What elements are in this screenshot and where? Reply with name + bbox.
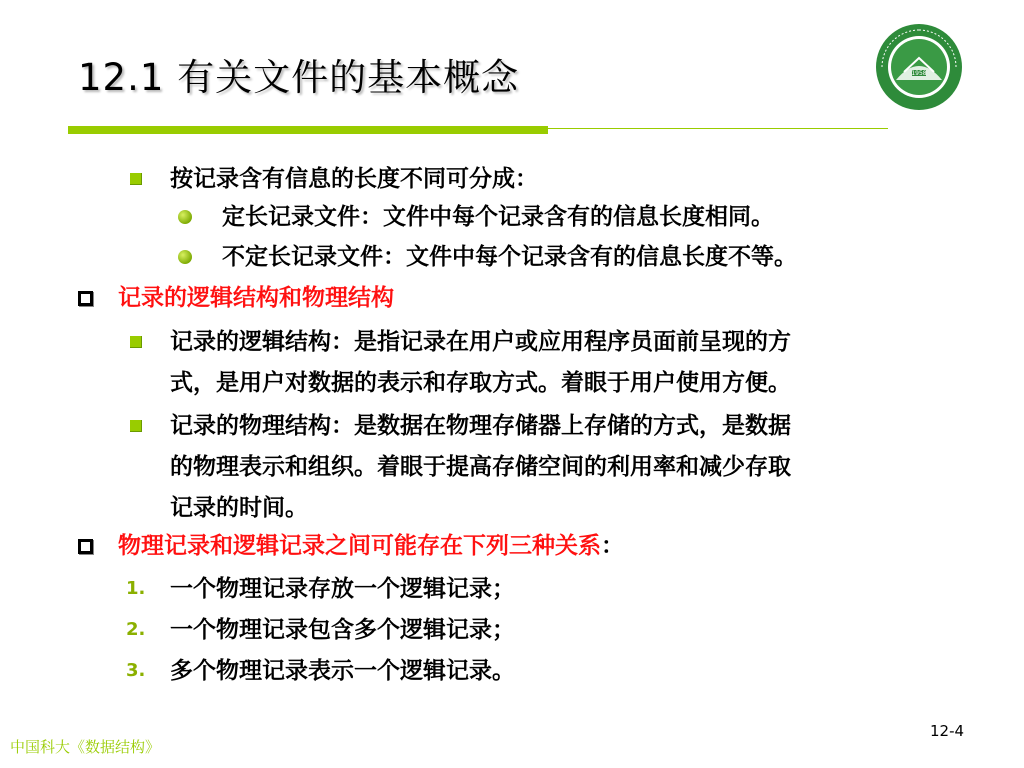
hollow-square-bullet-icon: [78, 291, 93, 306]
square-bullet-icon: [130, 420, 142, 432]
square-bullet-icon: [130, 336, 142, 348]
section-heading-relations-text: 物理记录和逻辑记录之间可能存在下列三种关系: [118, 533, 601, 559]
logical-structure-line1: 记录的逻辑结构：是指记录在用户或应用程序员面前呈现的方: [170, 329, 791, 355]
relation-item-3: 多个物理记录表示一个逻辑记录。: [170, 658, 515, 684]
fixed-length-text: 定长记录文件：文件中每个记录含有的信息长度相同。: [222, 204, 774, 230]
relation-item-1: 一个物理记录存放一个逻辑记录；: [170, 576, 515, 602]
hollow-square-bullet-icon: [78, 539, 93, 554]
physical-structure-line1: 记录的物理结构：是数据在物理存储器上存储的方式，是数据: [170, 413, 791, 439]
title-underline-thin: [548, 128, 888, 129]
university-seal-icon: [874, 22, 964, 112]
page-number: 12-4: [930, 722, 965, 740]
section-heading-relations: [118, 531, 624, 561]
list-number: 2.: [126, 619, 146, 640]
physical-structure-line2: 的物理表示和组织。着眼于提高存储空间的利用率和减少存取: [170, 454, 791, 480]
relation-item-2: 一个物理记录包含多个逻辑记录；: [170, 617, 515, 643]
seal-year: 1958: [911, 70, 927, 77]
round-bullet-icon: [178, 250, 192, 264]
round-bullet-icon: [178, 210, 192, 224]
variable-length-text: 不定长记录文件：文件中每个记录含有的信息长度不等。: [222, 244, 797, 270]
logical-structure-line2: 式，是用户对数据的表示和存取方式。着眼于用户使用方便。: [170, 370, 791, 396]
title-underline-thick: [68, 126, 548, 134]
intro-text: 按记录含有信息的长度不同可分成：: [170, 166, 538, 192]
list-number: 3.: [126, 660, 146, 681]
square-bullet-icon: [130, 173, 142, 185]
section-heading-colon: ：: [601, 533, 624, 559]
section-heading-structure: 记录的逻辑结构和物理结构: [118, 285, 394, 311]
slide-title: 12.1 有关文件的基本概念: [78, 56, 520, 99]
course-footer: 中国科大《数据结构》: [10, 738, 161, 756]
list-number: 1.: [126, 578, 146, 599]
physical-structure-line3: 记录的时间。: [170, 495, 308, 521]
